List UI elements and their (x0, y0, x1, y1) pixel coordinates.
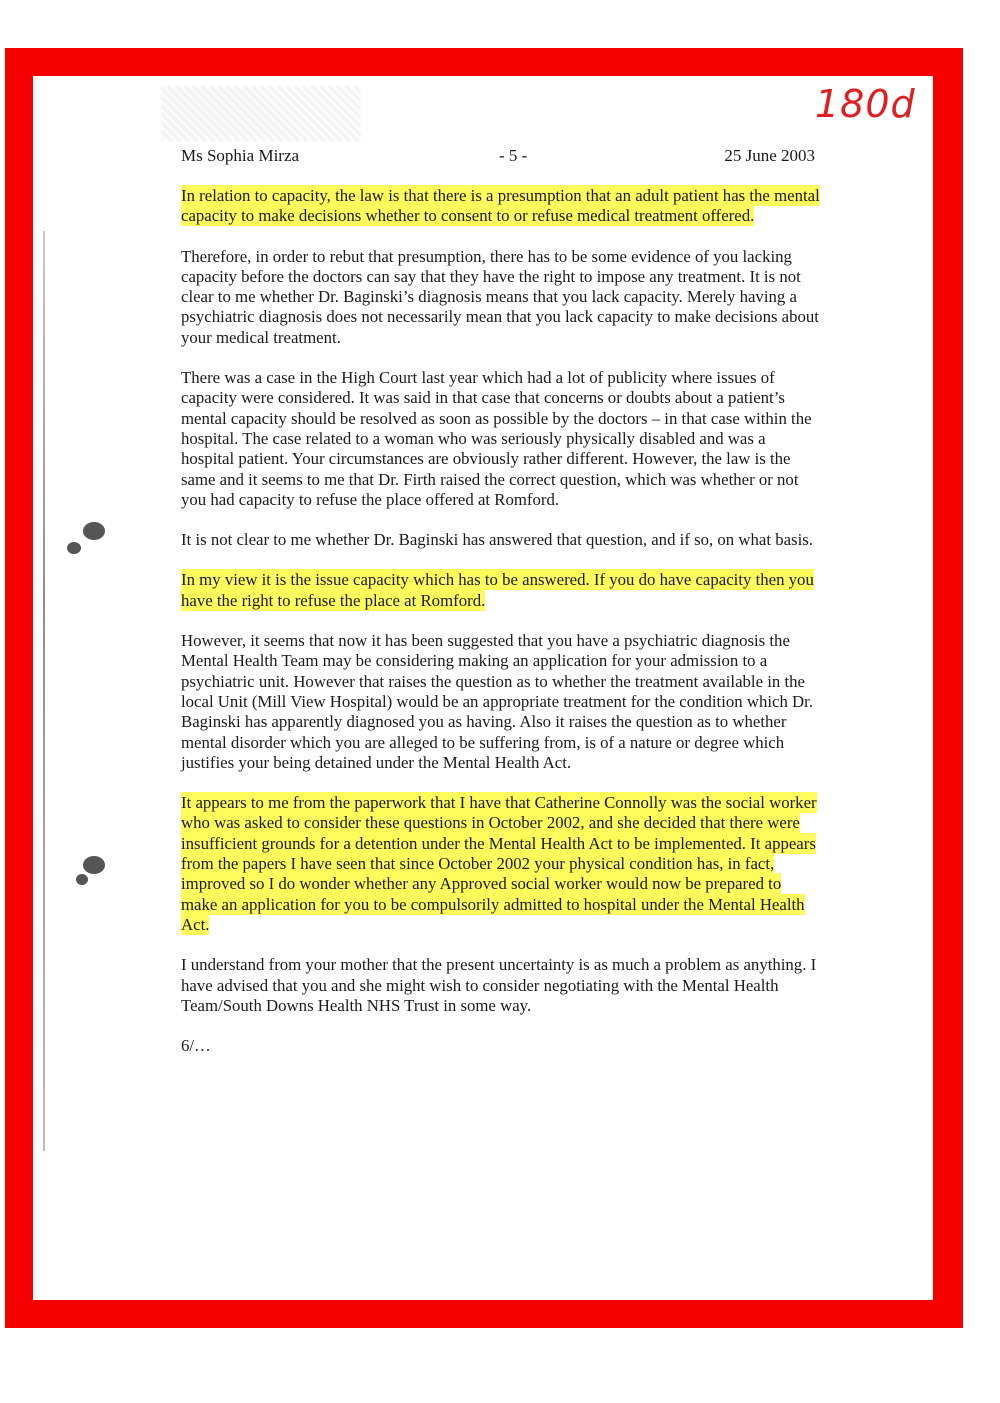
punch-hole-top (83, 522, 105, 540)
handwritten-reference-number: 180d (815, 82, 916, 126)
scan-smudge (161, 86, 361, 141)
paragraph-uncertainty: I understand from your mother that the present uncertainty is as much a problem as anything. I have advised that you and she might wish to consider negotiating with the Mental Health Team/South Downs Health NHS Trust in some way. (181, 955, 817, 1015)
recipient-name: Ms Sophia Mirza (181, 146, 300, 165)
paragraph-issue-capacity (181, 570, 821, 611)
scanned-letter-page (33, 76, 933, 1300)
letter-body (181, 186, 821, 1076)
highlighted-text: In relation to capacity, the law is that there is a presumption that an adult patient has the mental capacity to make decisions whether to consent to or refuse medical treatment offered. (181, 186, 820, 226)
page-number: - 5 - (499, 146, 528, 165)
punch-hole-bottom-small (76, 874, 88, 885)
punch-hole-top-small (67, 542, 81, 554)
paragraph-capacity-presumption (181, 186, 821, 227)
continuation-marker: 6/… (181, 1036, 211, 1056)
highlighted-text: In my view it is the issue capacity which has to be answered. If you do have capacity then you have the right to refuse the place at Romford. (181, 570, 814, 610)
punch-hole-bottom (83, 856, 105, 874)
letter-date: 25 June 2003 (724, 146, 815, 165)
paragraph-social-worker (181, 793, 821, 935)
letter-header (181, 146, 815, 170)
paragraph-psychiatric-diagnosis: However, it seems that now it has been suggested that you have a psychiatric diagnosis the Mental Health Team may be considering making an application for your admission to a psychiatric unit. However that raises the question as to whether the treatment available in the local Unit (Mill View Hospital) would be an appropriate treatment for the condition which Dr. Baginski has apparently diagnosed you as having. Also it raises the question as to whether mental disorder which you are alleged to be suffering from, is of a nature or degree which justifies your being detained under the Mental Health Act. (181, 631, 814, 772)
binding-line (43, 231, 45, 1151)
paragraph-baginski-question: It is not clear to me whether Dr. Baginski has answered that question, and if so, on what basis. (181, 530, 813, 550)
highlighted-text: It appears to me from the paperwork that I have that Catherine Connolly was the social worker who was asked to consider these questions in October 2002, and she decided that there were insufficient grounds for a detention under the Mental Health Act to be implemented. It appears from the papers I have seen that since October 2002 your physical condition has, in fact, improved so I do wonder whether any Approved social worker would now be prepared to make an application for you to be compulsorily admitted to hospital under the Mental Health Act. (181, 793, 817, 934)
paragraph-rebut-presumption: Therefore, in order to rebut that presumption, there has to be some evidence of you lacking capacity before the doctors can say that they have the right to impose any treatment. It is not clear to me whether Dr. Baginski’s diagnosis means that you lack capacity. Merely having a psychiatric diagnosis does not necessarily mean that you lack capacity to make decisions about your medical treatment. (181, 246, 819, 347)
paragraph-high-court-case: There was a case in the High Court last year which had a lot of publicity where issues of capacity were considered. It was said in that case that concerns or doubts about a patient’s mental capacity should be resolved as soon as possible by the doctors – in that case within the hospital. The case related to a woman who was seriously physically disabled and was a hospital patient. Your circumstances are obviously rather different. However, the law is the same and it seems to me that Dr. Firth raised the correct question, which was whether or not you had capacity to refuse the place offered at Romford. (181, 368, 812, 509)
